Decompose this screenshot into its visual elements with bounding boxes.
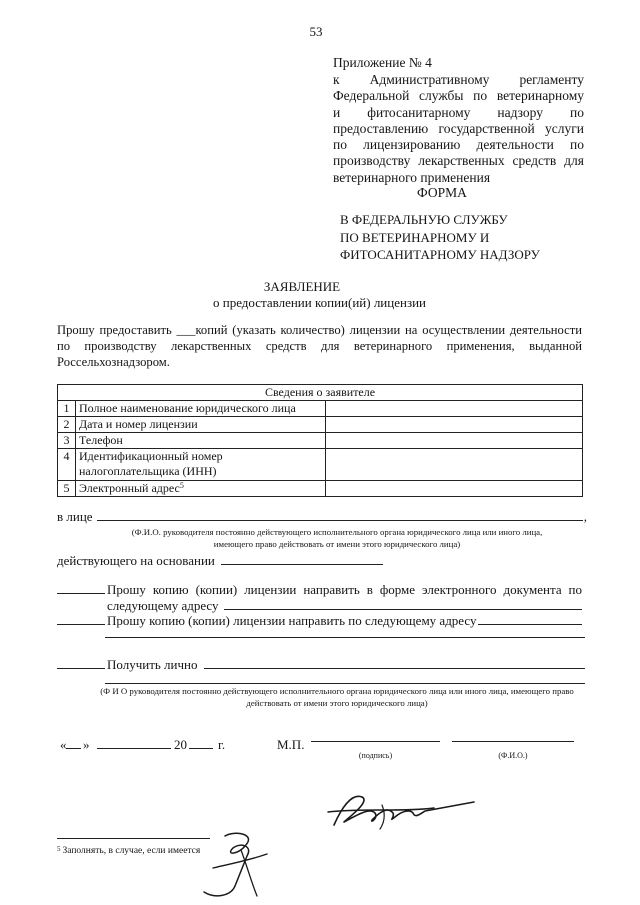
appendix-line: по лицензированию деятельности по [333,137,584,153]
row-label: Полное наименование юридического лица [76,401,326,417]
page-number: 53 [309,24,323,39]
document-subtitle: о предоставлении копии(ий) лицензии [213,295,426,310]
in-person-label: Получить лично [107,657,198,672]
applicant-info-table [57,384,583,497]
representative-comma: , [583,509,587,524]
date-open-quote: « [60,737,67,752]
postal-address-field-continuation[interactable] [105,637,585,638]
appendix-title: Приложение № 4 [333,55,432,70]
row-number: 2 [58,417,76,433]
table-header-row [58,385,583,401]
electronic-address-label: следующему адресу [107,598,219,613]
signature-field[interactable] [311,736,440,742]
date-day-field[interactable] [66,737,81,749]
row-number: 1 [58,401,76,417]
date-year-suffix: г. [218,737,226,752]
electronic-delivery-row [57,582,582,597]
row-label-line: налогоплательщика (ИНН) [79,464,217,478]
representative-hint: (Ф.И.О. руководителя постоянно действующего исполнительного органа юридического лица или иного лица, [131,527,543,537]
in-person-row [57,657,585,672]
row-label-line: Идентификационный номер [79,449,223,463]
signature-hint: (подпись) [358,751,393,760]
date-close-quote: » [83,737,90,752]
basis-field[interactable] [221,553,383,565]
row-number: 4 [58,449,76,481]
basis-label: действующего на основании [57,553,215,568]
electronic-address-row [107,598,582,613]
table-row [58,481,583,497]
table-row [58,449,583,481]
electronic-delivery-checkbox-line[interactable] [57,582,105,594]
row-label-text: Электронный адрес [79,481,180,495]
license-date-number-field[interactable] [326,417,583,433]
postal-delivery-checkbox-line[interactable] [57,613,105,625]
appendix-line: Федеральной службы по ветеринарному [333,88,584,104]
form-label: ФОРМА [417,185,467,200]
appendix-line: к Административному регламенту [333,72,584,87]
addressee-line: В ФЕДЕРАЛЬНУЮ СЛУЖБУ [340,212,508,227]
signer-name-hint: (Ф.И.О.) [498,751,528,760]
in-person-checkbox-line[interactable] [57,657,105,669]
row-label: Дата и номер лицензии [76,417,326,433]
document-title: ЗАЯВЛЕНИЕ [263,279,341,294]
legal-name-field[interactable] [326,401,583,417]
phone-field[interactable] [326,433,583,449]
footnote-text: Заполнять, в случае, если имеется [62,846,201,856]
footnote-marker: 5 [57,845,61,853]
row-label [76,481,326,497]
basis-row [57,553,383,568]
seal-placeholder: М.П. [277,737,305,752]
request-paragraph [57,322,582,370]
table-row [58,417,583,433]
handwritten-signature [322,785,482,835]
appendix-reference [333,72,584,186]
request-line: Россельхознадзором. [57,355,170,369]
request-line: по производству лекарственных средств для ветеринарного применения, выданной [57,339,582,353]
postal-delivery-row [57,613,582,628]
signer-name-field[interactable] [452,736,574,742]
addressee-line: ПО ВЕТЕРИНАРНОМУ И [340,229,490,245]
request-line: Прошу предоставить ___копий (указать количество) лицензии на осуществлении деятельности [57,323,582,337]
row-label: Телефон [76,433,326,449]
in-person-recipient-field-continuation[interactable] [105,683,585,684]
footnote-reference: 5 [179,481,184,490]
footnote [57,845,200,858]
addressee-block [340,211,540,264]
row-number: 5 [58,481,76,497]
electronic-delivery-label: Прошу копию (копии) лицензии направить в форме электронного документа по [107,582,582,597]
table-row [58,433,583,449]
appendix-line: ветеринарного применения [333,169,491,185]
date-year-field[interactable] [189,737,213,749]
appendix-block [333,53,584,186]
in-person-recipient-field[interactable] [204,657,586,669]
representative-name-field[interactable] [97,509,583,521]
postal-address-field[interactable] [478,613,582,625]
date-month-field[interactable] [97,737,171,749]
row-number: 3 [58,433,76,449]
representative-hint: имеющего право действовать от имени этого юридического лица) [213,539,461,549]
table-caption: Сведения о заявителе [58,385,583,401]
footnote-divider [57,838,210,839]
date-year-prefix: 20 [174,737,187,752]
email-field[interactable] [326,481,583,497]
representative-label: в лице [57,509,93,524]
addressee-line: ФИТОСАНИТАРНОМУ НАДЗОРУ [340,247,540,262]
postal-delivery-label: Прошу копию (копии) лицензии направить по следующему адресу [107,613,477,628]
electronic-address-field[interactable] [224,598,582,610]
row-label [76,449,326,481]
recipient-hint: (Ф И О руководителя постоянно действующего исполнительного органа юридического лица или иного лица, имеющего право [100,686,574,696]
appendix-line: предоставлению государственной услуги [333,120,584,136]
inn-field[interactable] [326,449,583,481]
recipient-hint: действовать от имени этого юридического лица) [246,698,428,708]
appendix-line: и фитосанитарному надзору по [333,104,584,120]
representative-row [57,509,587,524]
table-row [58,401,583,417]
appendix-line: производству лекарственных средств для [333,153,584,169]
